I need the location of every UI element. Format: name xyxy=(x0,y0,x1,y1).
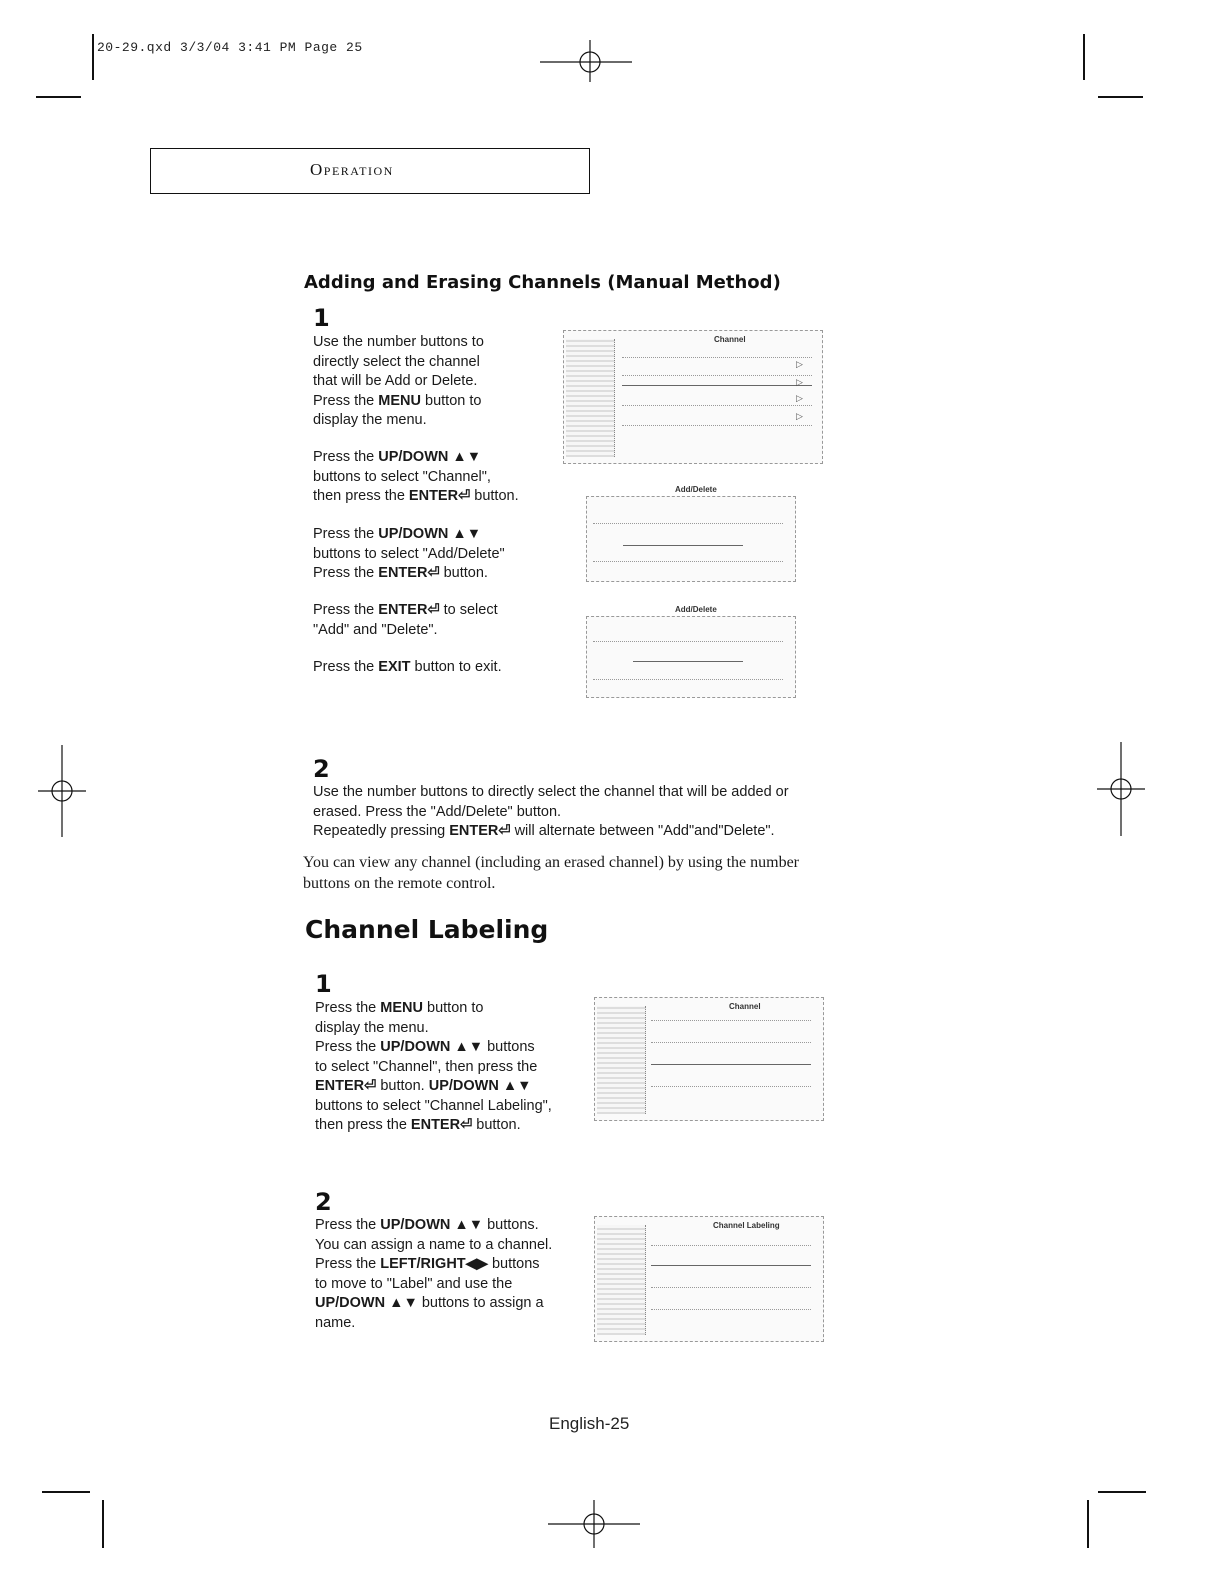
crop-mark xyxy=(1098,1491,1146,1493)
file-slug: 20-29.qxd 3/3/04 3:41 PM Page 25 xyxy=(97,40,363,55)
channel-labeling-screenshot: Channel Labeling xyxy=(594,1216,824,1342)
labeling-step1-instructions: Press the MENU button to display the menu. Press the UP/DOWN ▲▼ buttons to select "Channel", then press the ENTER⏎ button. UP/DOWN ▲▼ buttons to select "Channel Labeling", then press the ENTER⏎ button. xyxy=(315,1000,552,1133)
crop-mark xyxy=(36,96,81,98)
registration-mark-icon xyxy=(1095,742,1147,836)
page-number: English-25 xyxy=(549,1414,630,1433)
section-header: Operation xyxy=(310,160,394,179)
crop-mark xyxy=(1098,96,1143,98)
crop-mark xyxy=(92,34,94,80)
step1-instructions-4: Press the ENTER⏎ to select "Add" and "Delete". xyxy=(313,602,498,638)
add-delete-screenshot-1: Add/Delete xyxy=(586,496,796,582)
step-number: 2 xyxy=(315,1188,332,1216)
crop-mark xyxy=(42,1491,90,1493)
note-text: You can view any channel (including an erased channel) by using the number buttons on the remote control. xyxy=(303,854,800,892)
step-number: 1 xyxy=(313,304,330,332)
crop-mark xyxy=(1083,34,1085,80)
section-title-adding-erasing: Adding and Erasing Channels (Manual Method) xyxy=(304,272,781,293)
registration-mark-icon xyxy=(36,745,88,837)
step1-instructions-5: Press the EXIT button to exit. xyxy=(313,659,502,675)
crop-mark xyxy=(1087,1500,1089,1548)
channel-menu-screenshot: Channel ▷ ▷ ▷ ▷ xyxy=(563,330,823,464)
step2-instructions: Use the number buttons to directly select the channel that will be added or erased. Press the "Add/Delete" button. Repeatedly pressing ENTER⏎ will alternate between "Add"and"Delete". xyxy=(313,784,789,839)
registration-mark-icon xyxy=(548,1500,642,1548)
step-number: 2 xyxy=(313,755,330,783)
add-delete-screenshot-2: Add/Delete xyxy=(586,616,796,698)
step1-instructions: Use the number buttons to directly select the channel that will be Add or Delete. Press the MENU button to display the menu. xyxy=(313,334,484,428)
channel-labeling-menu-screenshot: Channel xyxy=(594,997,824,1121)
crop-mark xyxy=(102,1500,104,1548)
registration-mark-icon xyxy=(540,38,640,82)
step1-instructions-3: Press the UP/DOWN ▲▼ buttons to select "Add/Delete" Press the ENTER⏎ button. xyxy=(313,526,505,581)
section-title-channel-labeling: Channel Labeling xyxy=(305,915,549,944)
step1-instructions-2: Press the UP/DOWN ▲▼ buttons to select "Channel", then press the ENTER⏎ button. xyxy=(313,449,519,504)
step-number: 1 xyxy=(315,970,332,998)
labeling-step2-instructions: Press the UP/DOWN ▲▼ buttons. You can assign a name to a channel. Press the LEFT/RIGHT◀▶ buttons to move to "Label" and use the UP/DOWN ▲▼ buttons to assign a name. xyxy=(315,1217,553,1331)
